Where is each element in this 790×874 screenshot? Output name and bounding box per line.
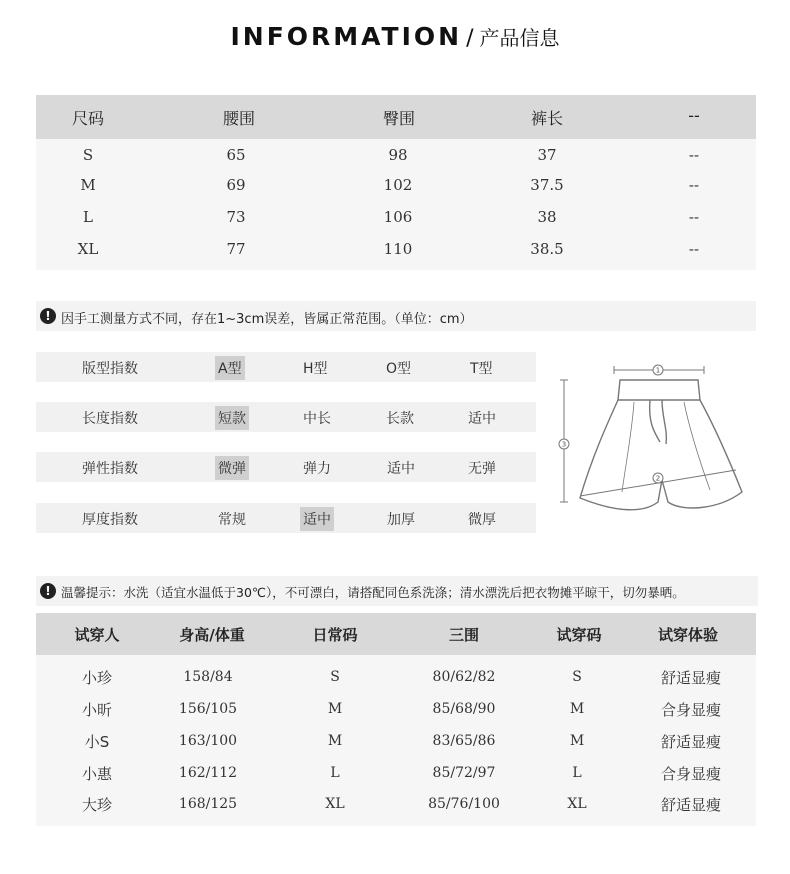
waistband-shape: [618, 380, 700, 400]
size-table: [36, 95, 756, 270]
daily-size-cell: M: [327, 733, 343, 749]
tester-cell: 小珍: [81, 669, 113, 687]
height-weight-cell: 168/125: [178, 796, 238, 812]
tester-cell: 小惠: [81, 765, 113, 783]
index-option: O型: [386, 361, 412, 377]
page-title: [0, 22, 790, 51]
size-cell: S: [82, 146, 94, 164]
tester-cell: 大珍: [81, 796, 113, 814]
pleat-line: [650, 400, 660, 442]
index-row-thickness: [36, 503, 536, 533]
header-extra: --: [688, 106, 700, 125]
length-cell: 37: [537, 146, 557, 164]
trial-size-cell: S: [572, 669, 582, 685]
header-size: 尺码: [71, 109, 105, 128]
length-cell: 37.5: [530, 176, 564, 194]
header-tester: 试穿人: [74, 626, 120, 644]
hip-cell: 98: [388, 146, 408, 164]
length-cell: 38.5: [530, 240, 564, 258]
exclamation-icon: !: [40, 583, 56, 599]
header-experience: 试穿体验: [657, 626, 719, 644]
trial-size-cell: L: [572, 765, 582, 781]
index-label: 版型指数: [82, 361, 138, 377]
index-option: 中长: [303, 411, 331, 427]
extra-cell: --: [688, 208, 700, 226]
trial-size-cell: M: [569, 701, 585, 717]
index-option: 适中: [468, 411, 496, 427]
shorts-diagram: [550, 352, 760, 528]
measure-lines: [560, 366, 736, 502]
index-row-length: [36, 402, 536, 432]
extra-cell: --: [688, 146, 700, 164]
exclamation-icon: !: [40, 308, 56, 324]
header-waist: 腰围: [222, 109, 256, 128]
index-option: 常规: [218, 512, 246, 528]
pleat-line: [662, 400, 666, 444]
waist-cell: 69: [226, 176, 246, 194]
wash-notice: [36, 576, 758, 606]
experience-cell: 合身显瘦: [660, 765, 722, 783]
extra-cell: --: [688, 176, 700, 194]
index-label: 长度指数: [82, 411, 138, 427]
index-option: H型: [303, 361, 328, 377]
experience-cell: 舒适显瘦: [660, 733, 722, 751]
measurements-cell: 85/76/100: [428, 796, 500, 812]
waist-cell: 77: [226, 240, 246, 258]
index-option: 弹力: [303, 461, 331, 477]
title-chinese: 产品信息: [479, 26, 560, 50]
header-trial-size: 试穿码: [556, 626, 602, 644]
title-english: INFORMATION: [230, 22, 463, 51]
header-daily-size: 日常码: [312, 626, 358, 644]
extra-cell: --: [688, 240, 700, 258]
height-weight-cell: 158/84: [183, 669, 233, 685]
trial-size-cell: XL: [567, 796, 587, 812]
waist-cell: 65: [226, 146, 246, 164]
marker-1: 1: [655, 366, 661, 375]
index-option: 适中: [387, 461, 415, 477]
measurements-cell: 80/62/82: [432, 669, 496, 685]
height-weight-cell: 163/100: [178, 733, 238, 749]
hip-cell: 106: [383, 208, 413, 226]
daily-size-cell: S: [330, 669, 340, 685]
measurements-cell: 85/68/90: [432, 701, 496, 717]
index-label: 弹性指数: [82, 461, 138, 477]
fit-table: [36, 613, 756, 826]
tester-cell: 小昕: [81, 701, 113, 719]
hip-cell: 102: [383, 176, 413, 194]
header-measurements: 三围: [448, 626, 480, 644]
height-weight-cell: 162/112: [178, 765, 238, 781]
experience-cell: 舒适显瘦: [660, 669, 722, 687]
daily-size-cell: M: [327, 701, 343, 717]
size-cell: L: [83, 208, 93, 226]
title-slash: /: [466, 26, 474, 51]
measurements-cell: 83/65/86: [432, 733, 496, 749]
header-length: 裤长: [530, 109, 564, 128]
fold-line: [622, 402, 634, 492]
shorts-body-shape: [580, 400, 742, 510]
size-cell: M: [80, 176, 96, 194]
index-option-selected: 短款: [215, 406, 249, 430]
experience-cell: 合身显瘦: [660, 701, 722, 719]
index-option-selected: A型: [215, 356, 245, 380]
waist-cell: 73: [226, 208, 246, 226]
experience-cell: 舒适显瘦: [660, 796, 722, 814]
header-height-weight: 身高/体重: [179, 626, 245, 644]
daily-size-cell: XL: [325, 796, 345, 812]
index-label: 厚度指数: [82, 512, 138, 528]
index-row-elasticity: [36, 452, 536, 482]
marker-2: 2: [655, 474, 661, 483]
hip-cell: 110: [383, 240, 413, 258]
length-cell: 38: [537, 208, 557, 226]
index-option-selected: 适中: [300, 507, 334, 531]
size-table-header: [36, 95, 756, 139]
trial-size-cell: M: [569, 733, 585, 749]
marker-3: 3: [561, 440, 567, 449]
index-option: 微厚: [468, 512, 496, 528]
fit-table-header: [36, 613, 756, 655]
index-option: 无弹: [468, 461, 496, 477]
index-option: 加厚: [387, 512, 415, 528]
size-cell: XL: [77, 240, 99, 258]
wash-notice-text: 温馨提示：水洗（适宜水温低于30℃），不可漂白，请搭配同色系洗涤；清水漂洗后把衣物摊平晾干，切勿暴晒。: [61, 585, 685, 600]
index-option: T型: [470, 361, 493, 377]
index-row-fit: [36, 352, 536, 382]
index-option: 长款: [386, 411, 414, 427]
measurement-notice-text: 因手工测量方式不同，存在1~3cm误差，皆属正常范围。（单位：cm）: [61, 312, 473, 327]
tester-cell: 小S: [84, 733, 110, 751]
index-option-selected: 微弹: [215, 456, 249, 480]
height-weight-cell: 156/105: [178, 701, 238, 717]
daily-size-cell: L: [330, 765, 340, 781]
measurement-notice: [36, 301, 756, 331]
header-hip: 臀围: [382, 109, 416, 128]
measurements-cell: 85/72/97: [432, 765, 496, 781]
